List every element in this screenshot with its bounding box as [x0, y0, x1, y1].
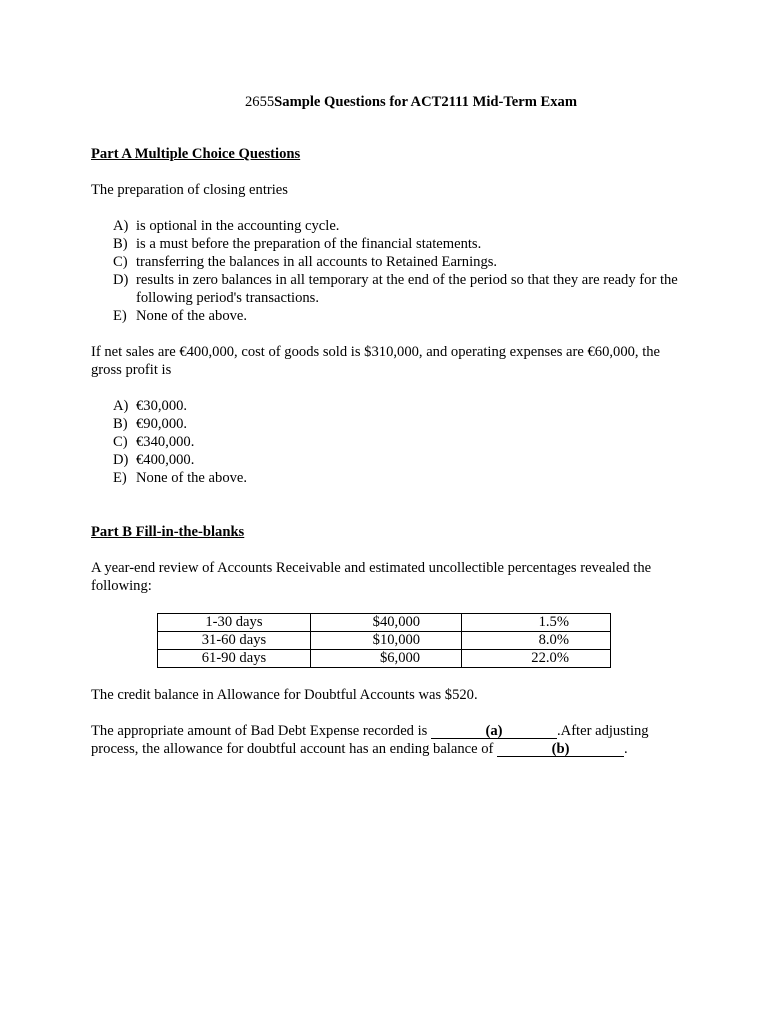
choice-text: €30,000. [136, 398, 188, 414]
document-page [91, 93, 691, 776]
choice-letter: A) [113, 398, 129, 414]
choice-item [91, 415, 691, 433]
credit-balance-text: The credit balance in Allowance for Doubtful Accounts was $520. [91, 687, 478, 703]
choice-item [91, 469, 691, 487]
part-b-intro: A year-end review of Accounts Receivable and estimated uncollectible percentages revealed the following: [91, 560, 652, 594]
table-row [158, 650, 611, 668]
choice-text: is a must before the preparation of the financial statements. [136, 236, 482, 252]
title-main: Sample Questions for ACT2111 Mid-Term Exam [274, 94, 578, 110]
page-title [91, 93, 691, 111]
choice-letter: C) [113, 434, 128, 450]
age-cell: 61-90 days [158, 650, 311, 668]
choice-text: transferring the balances in all accounts to Retained Earnings. [136, 254, 498, 270]
choice-letter: D) [113, 272, 129, 288]
question-text-part1: The appropriate amount of Bad Debt Expense recorded is [91, 723, 431, 739]
part-b-heading: Part B Fill-in-the-blanks [91, 524, 245, 540]
choice-item [91, 433, 691, 451]
choice-text: is optional in the accounting cycle. [136, 218, 340, 234]
table-row [158, 632, 611, 650]
choice-item [91, 451, 691, 469]
question-text-part2: .After adjusting process, the allowance for doubtful account has an ending balance of [91, 723, 649, 757]
fill-in-question [91, 722, 691, 758]
question-1-choices [91, 217, 691, 325]
question-2-choices [91, 397, 691, 487]
age-cell: 1-30 days [158, 614, 311, 632]
blank-b: (b) [497, 742, 624, 757]
choice-letter: C) [113, 254, 128, 270]
percent-cell: 22.0% [462, 650, 611, 668]
choice-item [91, 217, 691, 235]
choice-letter: B) [113, 236, 128, 252]
choice-letter: B) [113, 416, 128, 432]
table-row [158, 614, 611, 632]
amount-cell: $10,000 [310, 632, 461, 650]
blank-a: (a) [431, 724, 557, 739]
choice-item [91, 235, 691, 253]
amount-cell: $6,000 [310, 650, 461, 668]
choice-text: €340,000. [136, 434, 195, 450]
choice-item [91, 253, 691, 271]
choice-letter: E) [113, 308, 127, 324]
choice-item [91, 271, 691, 307]
question-2-stem: If net sales are €400,000, cost of goods sold is $310,000, and operating expenses are €60,000, the gross profit is [91, 344, 661, 378]
question-1-stem: The preparation of closing entries [91, 182, 288, 198]
choice-letter: D) [113, 452, 129, 468]
receivables-table [157, 613, 611, 668]
percent-cell: 8.0% [462, 632, 611, 650]
amount-cell: $40,000 [310, 614, 461, 632]
choice-letter: A) [113, 218, 129, 234]
choice-text: results in zero balances in all temporary at the end of the period so that they are ready for the following period's transactions. [136, 272, 678, 306]
choice-item [91, 307, 691, 325]
choice-text: None of the above. [136, 308, 248, 324]
choice-text: €400,000. [136, 452, 195, 468]
choice-text: €90,000. [136, 416, 188, 432]
age-cell: 31-60 days [158, 632, 311, 650]
choice-text: None of the above. [136, 470, 248, 486]
choice-item [91, 397, 691, 415]
question-end: . [624, 741, 628, 757]
part-a-heading: Part A Multiple Choice Questions [91, 146, 301, 162]
choice-letter: E) [113, 470, 127, 486]
title-prefix: 2655 [244, 94, 275, 110]
percent-cell: 1.5% [462, 614, 611, 632]
